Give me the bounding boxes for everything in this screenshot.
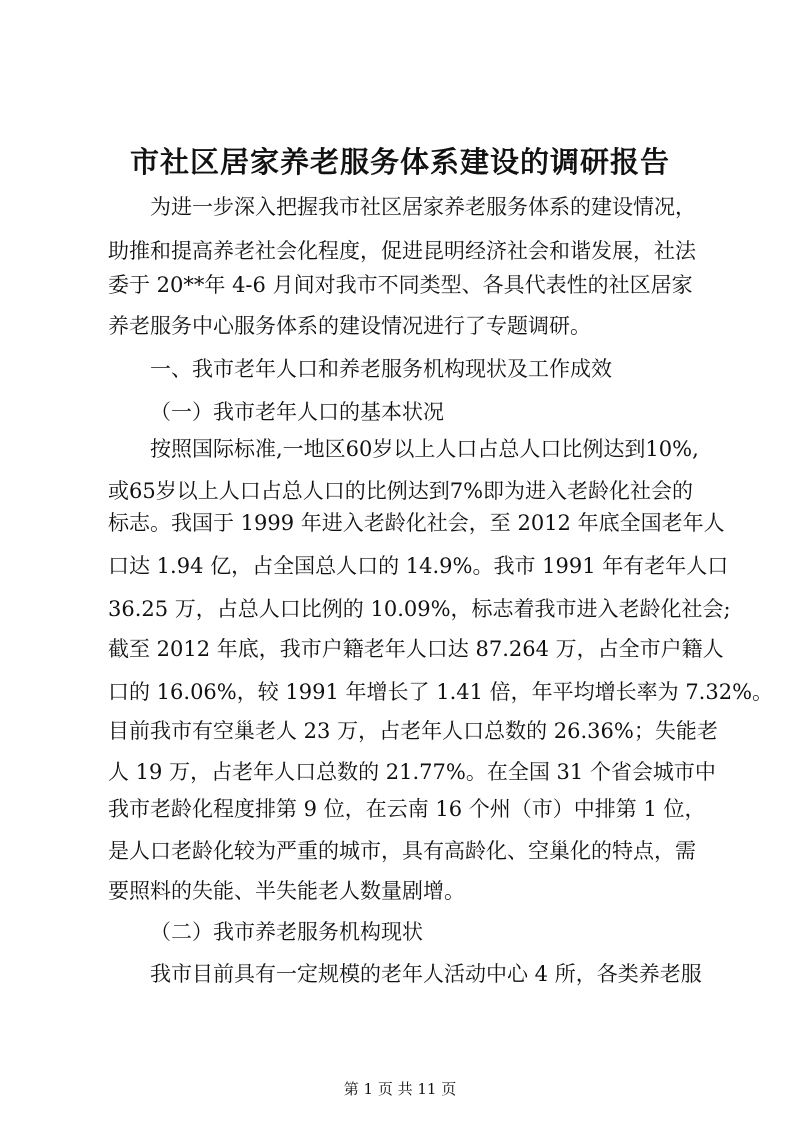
- page-number-footer: 第 1 页 共 11 页: [343, 1080, 457, 1098]
- paragraph-line: 我市老龄化程度排第 9 位，在云南 16 个州（市）中排第 1 位，: [108, 797, 706, 821]
- paragraph-line: 36.25 万，占总人口比例的 10.09%，标志着我市进入老龄化社会;: [108, 597, 731, 621]
- paragraph-line: 为进一步深入把握我市社区居家养老服务体系的建设情况，: [150, 195, 696, 219]
- paragraph-line: 或65岁以上人口占总人口的比例达到7%即为进入老龄化社会的: [108, 479, 694, 503]
- paragraph-line: 标志。我国于 1999 年进入老龄化社会，至 2012 年底全国老年人: [108, 511, 725, 535]
- paragraph-line: 截至 2012 年底，我市户籍老年人口达 87.264 万，占全市户籍人: [108, 637, 724, 661]
- section-heading: 一、我市老年人口和养老服务机构现状及工作成效: [150, 357, 612, 381]
- paragraph-line: 人 19 万，占老年人口总数的 21.77%。在全国 31 个省会城市中: [108, 760, 716, 784]
- paragraph-line: 助推和提高养老社会化程度，促进昆明经济社会和谐发展，社法: [108, 239, 696, 263]
- paragraph-line: 按照国际标准,一地区60岁以上人口占总人口比例达到10%,: [150, 437, 699, 461]
- subsection-heading: （二）我市养老服务机构现状: [150, 920, 423, 944]
- paragraph-line: 养老服务中心服务体系的建设情况进行了专题调研。: [108, 314, 591, 338]
- subsection-heading: （一）我市老年人口的基本状况: [150, 400, 444, 424]
- paragraph-line: 口达 1.94 亿，占全国总人口的 14.9%。我市 1991 年有老年人口: [108, 554, 729, 578]
- paragraph-line: 是人口老龄化较为严重的城市，具有高龄化、空巢化的特点，需: [108, 839, 696, 863]
- paragraph-line: 口的 16.06%，较 1991 年增长了 1.41 倍，年平均增长率为 7.32%。: [108, 680, 774, 704]
- paragraph-line: 目前我市有空巢老人 23 万，占老年人口总数的 26.36%；失能老: [108, 719, 718, 743]
- paragraph-line: 我市目前具有一定规模的老年人活动中心 4 所，各类养老服: [150, 962, 702, 986]
- document-title: 市社区居家养老服务体系建设的调研报告: [129, 145, 670, 179]
- paragraph-line: 要照料的失能、半失能老人数量剧增。: [108, 879, 465, 903]
- paragraph-line: 委于 20**年 4-6 月间对我市不同类型、各具代表性的社区居家: [108, 273, 693, 297]
